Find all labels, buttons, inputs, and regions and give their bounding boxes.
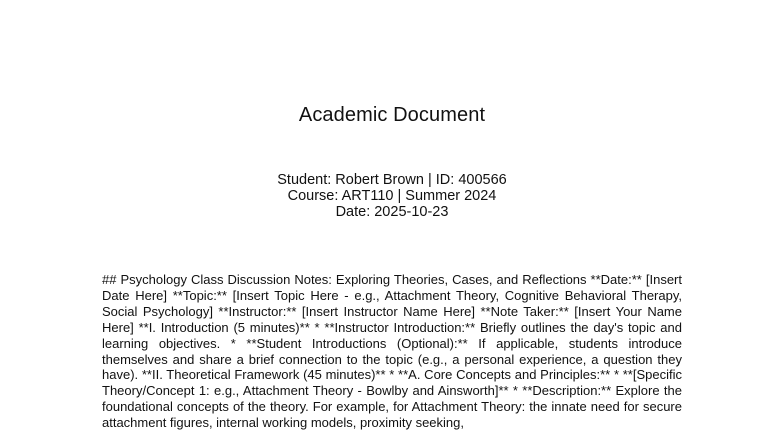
student-info: Student: Robert Brown | ID: 400566 — [277, 172, 507, 188]
document-body: ## Psychology Class Discussion Notes: Exploring Theories, Cases, and Reflections **Date:** [Insert Date Here] **Topic:** [Insert Topic Here - e.g., Attachment Theory, Cognitive Behavioral Therapy, Social Psychology] **Instructor:** [Insert Instructor Name Here] **Note Taker:** [Insert Your Name Here] **I. Introduction (5 minutes)** * **Instructor Introduction:** Briefly outlines the day's topic and learning objectives. * **Student Introductions (Optional):** If applicable, students introduce themselves and share a brief connection to the topic (e.g., a personal experience, a question they have). **II. Theoretical Framework (45 minutes)** * **A. Core Concepts and Principles:** * **[Specific Theory/Concept 1: e.g., Attachment Theory - Bowlby and Ainsworth]** * **Description:** Explore the foundational concepts of the theory. For example, for Attachment Theory: the innate need for secure attachment figures, internal working models, proximity seeking, — [102, 272, 682, 431]
document-metadata — [0, 172, 784, 220]
course-info: Course: ART110 | Summer 2024 — [287, 188, 497, 204]
document-date: Date: 2025-10-23 — [335, 204, 449, 220]
document-title: Academic Document — [298, 104, 486, 126]
